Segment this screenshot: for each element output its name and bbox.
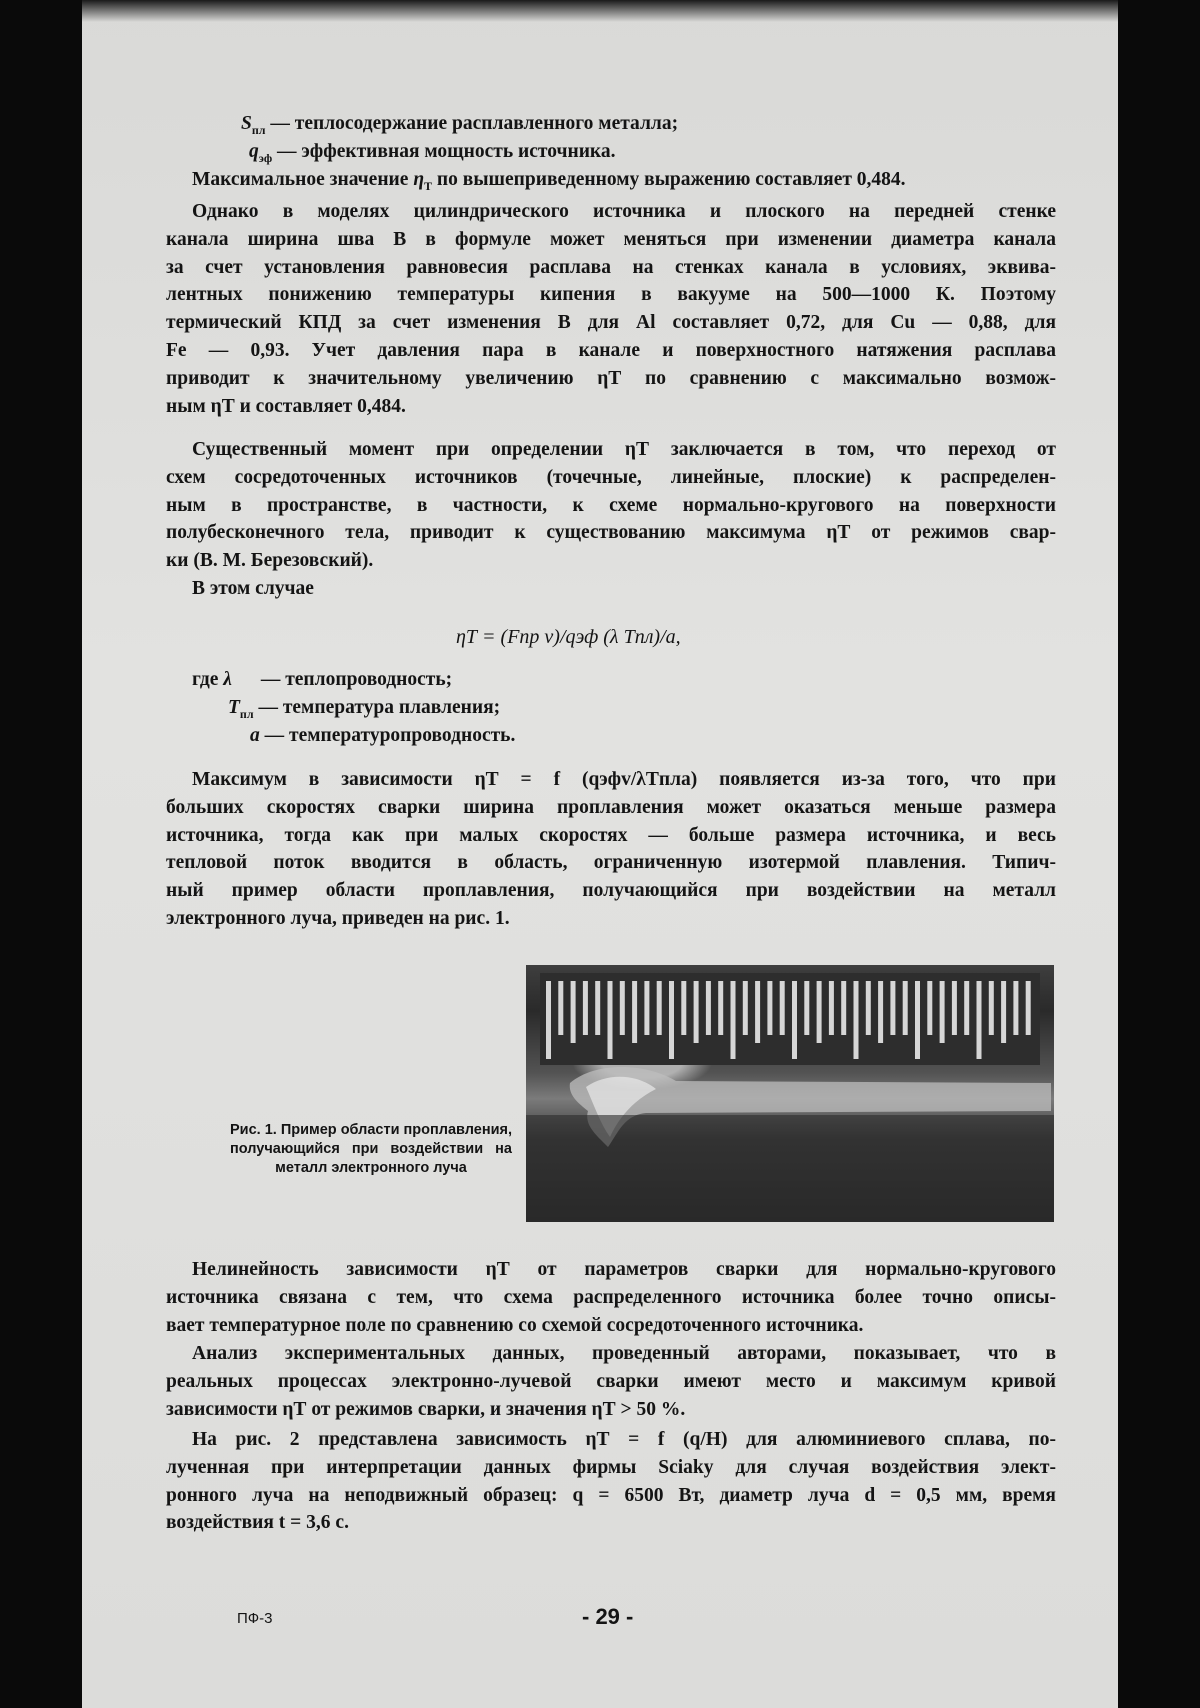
text-line: тепловой поток вводится в область, ограниченную изотермой плавления. Типич- <box>166 852 1056 874</box>
formula: ηТ = (Fпр v)/qэф (λ Tпл)/a, <box>456 626 681 648</box>
text-line: полубесконечного тела, приводит к существованию максимума ηТ от режимов свар- <box>166 522 1056 544</box>
text-line: Анализ экспериментальных данных, проведенный авторами, показывает, что в <box>192 1343 1056 1364</box>
text-line: канала ширина шва В в формуле может меняться при изменении диаметра канала <box>166 228 1056 250</box>
definition-line: $T_{пл}$ — температура плавления; <box>228 696 501 721</box>
paragraph-4 <box>166 1256 1056 1339</box>
text-line: зависимости ηТ от режимов сварки, и значения ηТ > 50 %. <box>166 1398 686 1420</box>
definition-line: где λ — теплопроводность; <box>192 669 453 690</box>
text-line: лентных понижению температуры кипения в вакууме на 500—1000 К. Поэтому <box>166 284 1056 306</box>
paragraph-3 <box>166 766 1056 933</box>
text-line: Однако в моделях цилиндрического источника и плоского на передней стенке <box>192 201 1056 222</box>
document-page <box>82 0 1118 1708</box>
text-line: за счет установления равновесия расплава на стенках канала в условиях, эквива- <box>166 256 1056 278</box>
text-line: ный пример области проплавления, получающийся при воздействии на металл <box>166 880 1056 902</box>
text-line: источника связана с тем, что схема распределенного источника более точно описы- <box>166 1286 1056 1308</box>
definition-line: $q_{эф}$ — эффективная мощность источника. <box>249 140 616 165</box>
text-line: Fe — 0,93. Учет давления пара в канале и поверхностного натяжения расплава <box>166 339 1056 361</box>
where-definitions <box>192 666 792 749</box>
text-line: ки (В. М. Березовский). <box>166 550 374 572</box>
max-value-line: Максимальное значение $\eta_Т$ по вышеприведенному выражению составляет 0,484. <box>192 168 906 193</box>
symbol: q <box>249 140 259 162</box>
definition-line: a — температуропроводность. <box>250 724 516 746</box>
text-line: В этом случае <box>192 577 314 599</box>
text-line: воздействия t = 3,6 с. <box>166 1512 349 1534</box>
figure-1-photo <box>526 965 1054 1222</box>
text-line: На рис. 2 представлена зависимость ηТ = f (q/H) для алюминиевого сплава, по- <box>192 1429 1056 1450</box>
text-line: ронного луча на неподвижный образец: q = 6500 Вт, диаметр луча d = 0,5 мм, время <box>166 1484 1056 1506</box>
text-line: реальных процессах электронно-лучевой сварки имеют место и максимум кривой <box>166 1370 1056 1392</box>
paragraph-6 <box>166 1426 1056 1537</box>
text-line: схем сосредоточенных источников (точечные, линейные, плоские) к распределен- <box>166 466 1056 488</box>
definitions-top <box>192 110 992 193</box>
paragraph-1 <box>166 198 1056 420</box>
text-line: электронного луча, приведен на рис. 1. <box>166 907 510 929</box>
text-line: ным в пространстве, в частности, к схеме нормально-кругового на поверхности <box>166 494 1056 516</box>
text-line: термический КПД за счет изменения В для Al составляет 0,72, для Cu — 0,88, для <box>166 312 1056 334</box>
text-line: ным ηТ и составляет 0,484. <box>166 395 406 417</box>
text-line: Максимум в зависимости ηТ = f (qэфv/λTплa) появляется из-за того, что при <box>192 769 1056 790</box>
paragraph-2 <box>166 436 1056 603</box>
text-line: Нелинейность зависимости ηТ от параметров сварки для нормально-кругового <box>192 1259 1056 1280</box>
footer-code: ПФ-3 <box>237 1610 273 1627</box>
text-line: источника, тогда как при малых скоростях — больше размера источника, и весь <box>166 824 1056 846</box>
text-line: Существенный момент при определении ηТ заключается в том, что переход от <box>192 439 1056 460</box>
symbol: S <box>241 113 252 134</box>
text-line: вает температурное поле по сравнению со схемой сосредоточенного источника. <box>166 1314 864 1336</box>
figure-1-caption: Рис. 1. Пример области проплавления, получающийся при воздействии на металл электронного луча <box>230 1122 513 1176</box>
definition-line: $S_{пл}$ — теплосодержание расплавленного металла; <box>241 113 679 137</box>
text-line: больших скоростях сварки ширина проплавления может оказаться меньше размера <box>166 796 1056 818</box>
text-line: приводит к значительному увеличению ηТ по сравнению с максимально возмож- <box>166 367 1056 389</box>
melt-zone-image <box>526 965 1054 1222</box>
paragraph-5 <box>166 1340 1056 1423</box>
page-number: - 29 - <box>582 1604 634 1629</box>
text-line: лученная при интерпретации данных фирмы Sciaky для случая воздействия элект- <box>166 1456 1056 1478</box>
